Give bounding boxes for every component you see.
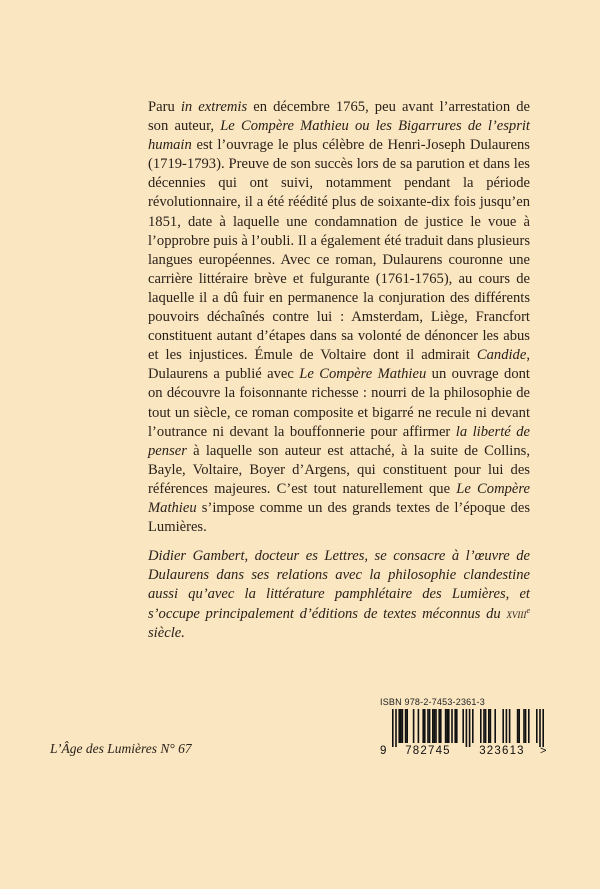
barcode-bar <box>528 709 530 743</box>
barcode-bar <box>395 709 397 747</box>
barcode-bar <box>480 709 482 743</box>
barcode-group-left: 782745 <box>405 745 451 757</box>
barcode-bar <box>506 709 508 743</box>
barcode-bar <box>392 709 394 747</box>
barcode-bar <box>451 709 453 743</box>
barcode-bar <box>405 709 407 743</box>
barcode-bar <box>434 709 436 743</box>
barcode-bar <box>402 709 404 743</box>
isbn-barcode <box>380 697 556 759</box>
book-summary <box>148 98 530 537</box>
century-numeral: xviii <box>506 606 527 622</box>
barcode-bar <box>494 709 496 743</box>
barcode-bar <box>517 709 519 743</box>
barcode-bar <box>539 709 541 747</box>
barcode-bar <box>454 709 456 743</box>
barcode-bar <box>400 709 402 743</box>
barcode-bar <box>469 709 471 747</box>
barcode-bar <box>466 709 468 747</box>
isbn-number: ISBN 978-2-7453-2361-3 <box>380 697 485 707</box>
barcode-end-mark: > <box>540 745 547 757</box>
barcode-bar <box>418 709 420 743</box>
barcode-bar <box>542 709 544 747</box>
barcode-bar <box>445 709 447 743</box>
barcode-bar <box>446 709 448 743</box>
barcode-bar <box>518 709 520 743</box>
collection-label: L’Âge des Lumières N° 67 <box>50 741 192 756</box>
barcode-bar <box>435 709 437 743</box>
barcode-bar <box>440 709 442 743</box>
bio-paragraph: Didier Gambert, docteur es Lettres, se consacre à l’œuvre de Dulaurens dans ses relations avec la philosophie clandestine aussi qu’avec la littérature pamphlétaire des Lumières, et s’occupe principalement d’éditions de textes méconnus du xviii$^e$ siècle. <box>148 548 530 642</box>
barcode-bar <box>483 709 485 743</box>
barcode-bar <box>406 709 408 743</box>
barcode-bar <box>525 709 527 743</box>
barcode-bar <box>424 709 426 743</box>
barcode-bar <box>432 709 434 743</box>
barcode-digits <box>380 745 556 757</box>
barcode-bar <box>509 709 511 743</box>
barcode-bar <box>490 709 492 743</box>
century-superscript: e <box>526 606 530 616</box>
summary-paragraph: Paru in extremis en décembre 1765, peu avant l’arrestation de son auteur, Le Compère Mathieu ou les Bigarrures de l’esprit humain est l’ouvrage le plus célèbre de Henri-Joseph Dulaurens (1719-1793). Preuve de son succès lors de sa parution et dans les décennies qui ont suivi, notamment pendant la période révolutionnaire, il a été réédité plus de soixante-dix fois jusqu’en 1851, date à laquelle une condamnation de justice le voue à l’opprobre puis à l’oubli. Il a également été traduit dans plusieurs langues européennes. Avec ce roman, Dulaurens couronne une carrière littéraire brève et fulgurante (1761-1765), au cours de laquelle il a dû fuir en permanence la conjuration des différents pouvoirs déchaînés contre lui : Amsterdam, Liège, Francfort constituent autant d’étapes dans sa volonté de dénoncer les abus et les injustices. Émule de Voltaire dont il admirait Candide, Dulaurens a publié avec Le Compère Mathieu un ouvrage dont on découvre la foisonnante richesse : nourri de la philosophie de tout un siècle, ce roman composite et bigarré ne recule ni devant l’outrance ni devant la bouffonnerie pour affirmer la liberté de penser à laquelle son auteur est attaché, à la suite de Collins, Bayle, Voltaire, Boyer d’Argens, qui constituent pour lui des références majeures. C’est tout naturellement que Le Compère Mathieu s’impose comme un des grands textes de l’époque des Lumières. <box>148 99 530 536</box>
barcode-bar <box>448 709 450 743</box>
barcode-bar <box>398 709 400 743</box>
barcode-bar <box>456 709 458 743</box>
barcode-bar <box>502 709 504 743</box>
barcode-bar <box>427 709 429 743</box>
barcode-first-digit: 9 <box>380 745 387 757</box>
barcode-bar <box>536 709 538 743</box>
barcode-bar <box>413 709 415 743</box>
barcode-bar <box>485 709 487 743</box>
barcode-bars <box>380 709 556 747</box>
barcode-bar <box>429 709 431 743</box>
barcode-bar <box>462 709 464 743</box>
author-bio <box>148 547 530 643</box>
barcode-bar <box>472 709 474 743</box>
barcode-group-right: 323613 <box>479 745 525 757</box>
barcode-bar <box>422 709 424 743</box>
barcode-bar <box>488 709 490 743</box>
barcode-bar <box>438 709 440 743</box>
barcode-bar <box>523 709 525 743</box>
